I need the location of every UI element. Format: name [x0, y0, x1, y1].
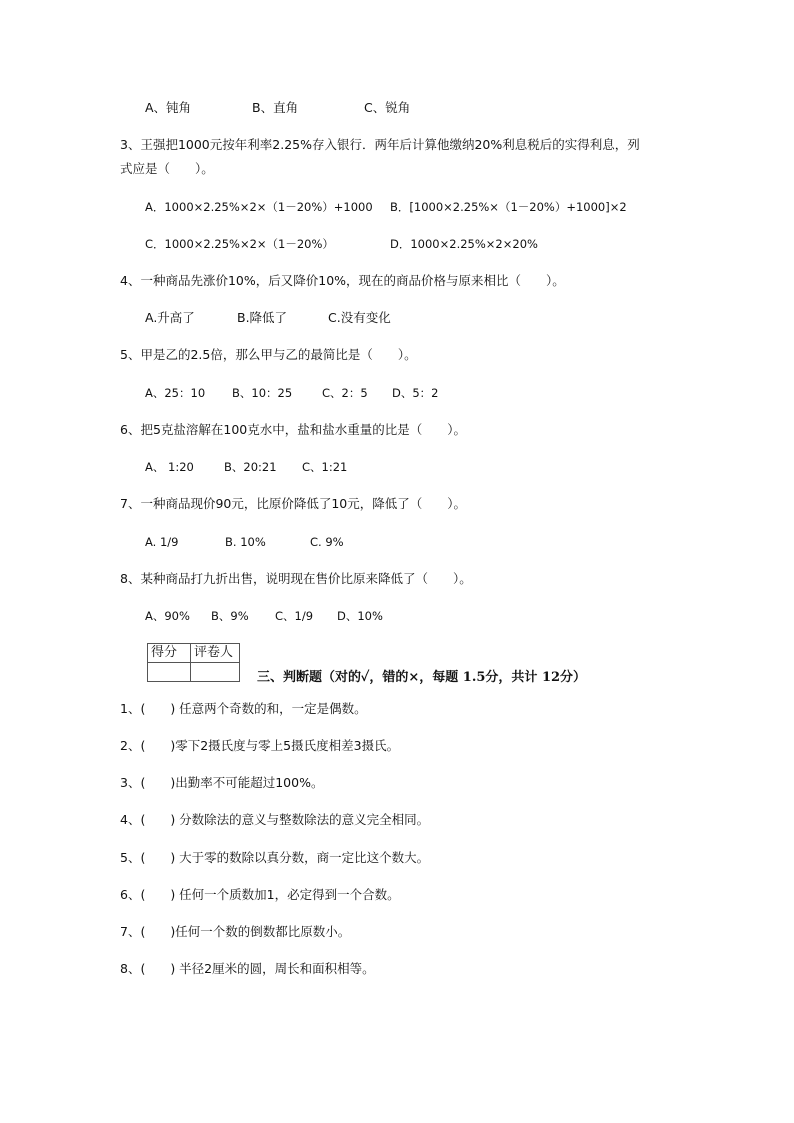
judgment-item-7: 7、( )任何一个数的倒数都比原数小。 [120, 924, 351, 939]
q8-option-c: C、1/9 [275, 609, 314, 623]
judgment-item-5: 5、( ) 大于零的数除以真分数，商一定比这个数大。 [120, 850, 430, 865]
score-table [147, 643, 240, 682]
judgment-item-2: 2、( )零下2摄氏度与零上5摄氏度相差3摄氏。 [120, 738, 400, 753]
grader-cell [191, 663, 240, 682]
q8-option-b: B、9% [211, 609, 249, 623]
q3-text-line1: 3、王强把1000元按年利率2.25%存入银行．两年后计算他缴纳20%利息税后的实得利息，列 [120, 137, 640, 152]
section3-title: 三、判断题（对的✓，错的×，每题 1.5分，共计 12分） [257, 670, 587, 685]
q8-option-a: A、90% [145, 609, 190, 623]
q5-option-a: A、25：10 [145, 386, 206, 400]
q4-option-c: C.没有变化 [328, 310, 391, 325]
judgment-item-4: 4、( ) 分数除法的意义与整数除法的意义完全相同。 [120, 812, 430, 827]
q2-option-a: A、钝角 [145, 100, 192, 115]
q2-option-b: B、直角 [252, 100, 299, 115]
q4-option-a: A.升高了 [145, 310, 195, 325]
q8-text: 8、某种商品打九折出售，说明现在售价比原来降低了（ ）。 [120, 571, 472, 586]
q2-option-c: C、锐角 [364, 100, 411, 115]
q6-option-c: C、1:21 [302, 460, 348, 474]
q3-option-d: D．1000×2.25%×2×20% [390, 237, 538, 251]
q5-option-d: D、5：2 [392, 386, 439, 400]
judgment-item-1: 1、( ) 任意两个奇数的和，一定是偶数。 [120, 701, 367, 716]
grader-label: 评卷人 [191, 644, 240, 663]
q3-option-c: C．1000×2.25%×2×（1－20%） [145, 237, 334, 251]
q6-option-a: A、 1:20 [145, 460, 194, 474]
judgment-item-8: 8、( ) 半径2厘米的圆，周长和面积相等。 [120, 961, 375, 976]
q4-option-b: B.降低了 [237, 310, 288, 325]
q6-option-b: B、20:21 [224, 460, 277, 474]
score-label: 得分 [148, 644, 191, 663]
q3-option-b: B．[1000×2.25%×（1－20%）+1000]×2 [390, 200, 627, 214]
q3-text-line2: 式应是（ ）。 [120, 161, 214, 176]
judgment-item-3: 3、( )出勤率不可能超过100%。 [120, 775, 324, 790]
q7-option-b: B. 10% [225, 535, 266, 549]
q7-option-a: A. 1/9 [145, 535, 179, 549]
q7-text: 7、一种商品现价90元，比原价降低了10元，降低了（ ）。 [120, 496, 467, 511]
q4-text: 4、一种商品先涨价10%，后又降价10%，现在的商品价格与原来相比（ ）。 [120, 273, 565, 288]
q5-text: 5、甲是乙的2.5倍，那么甲与乙的最简比是（ ）。 [120, 347, 417, 362]
q7-option-c: C. 9% [310, 535, 344, 549]
q3-option-a: A．1000×2.25%×2×（1－20%）+1000 [145, 200, 373, 214]
q6-text: 6、把5克盐溶解在100克水中，盐和盐水重量的比是（ ）。 [120, 422, 467, 437]
q5-option-b: B、10：25 [232, 386, 293, 400]
judgment-item-6: 6、( ) 任何一个质数加1，必定得到一个合数。 [120, 887, 400, 902]
score-cell [148, 663, 191, 682]
q8-option-d: D、10% [337, 609, 383, 623]
q5-option-c: C、2：5 [322, 386, 368, 400]
